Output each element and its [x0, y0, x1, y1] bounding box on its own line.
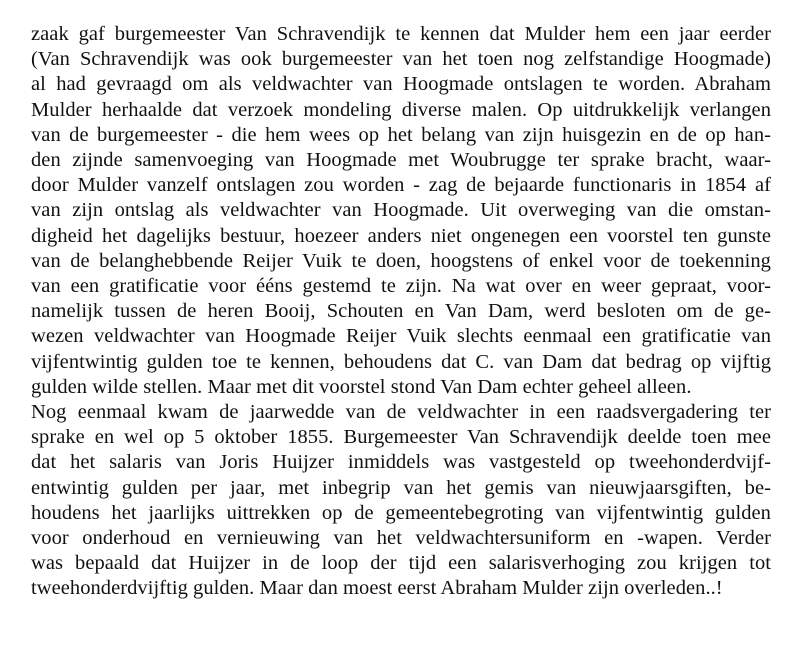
text-line: den zijnde samenvoeging van Hoogmade met Woubrugge ter sprake bracht, waar-: [31, 149, 771, 172]
text-line: entwintig gulden per jaar, met inbegrip van het gemis van nieuwjaarsgiften, be-: [31, 476, 771, 499]
text-line: van de belanghebbende Reijer Vuik te doen, hoogstens of enkel voor de toekenning: [31, 249, 771, 272]
text-line: zaak gaf burgemeester Van Schravendijk te kennen dat Mulder hem een jaar eerder: [31, 23, 771, 45]
text-line: van een gratificatie voor ééns gestemd te zijn. Na wat over en weer gepraat, voor-: [31, 275, 771, 298]
body-text: [31, 22, 771, 602]
text-line: tweehonderdvijftig gulden. Maar dan moest eerst Abraham Mulder zijn overleden..!: [31, 577, 723, 600]
text-line: wezen veldwachter van Hoogmade Reijer Vuik slechts eenmaal een gratificatie van: [31, 325, 771, 348]
text-line: gulden wilde stellen. Maar met dit voorstel stond Van Dam echter geheel alleen.: [31, 375, 692, 398]
text-line: al had gevraagd om als veldwachter van Hoogmade ontslagen te worden. Abraham: [31, 73, 771, 96]
text-line: voor onderhoud en vernieuwing van het veldwachtersuniform en -wapen. Verder: [31, 527, 771, 550]
text-line: van zijn ontslag als veldwachter van Hoogmade. Uit overweging van die omstan-: [31, 199, 771, 222]
text-line: Mulder herhaalde dat verzoek mondeling diverse malen. Op uitdrukkelijk verlangen: [31, 98, 771, 121]
text-line: Nog eenmaal kwam de jaarwedde van de veldwachter in een raadsvergadering ter: [31, 401, 771, 424]
text-line: was bepaald dat Huijzer in de loop der tijd een salarisverhoging zou krijgen tot: [31, 552, 771, 575]
text-line: van de burgemeester - die hem wees op het belang van zijn huisgezin en de op han-: [31, 123, 771, 146]
text-line: houdens het jaarlijks uittrekken op de gemeentebegroting van vijfentwintig gulden: [31, 501, 771, 524]
text-line: namelijk tussen de heren Booij, Schouten en Van Dam, werd besloten om de ge-: [31, 300, 771, 323]
text-line: dat het salaris van Joris Huijzer inmiddels was vastgesteld op tweehonderdvijf-: [31, 451, 771, 474]
text-line: vijfentwintig gulden toe te kennen, behoudens dat C. van Dam dat bedrag op vijftig: [31, 350, 771, 373]
text-line: (Van Schravendijk was ook burgemeester van het toen nog zelfstandige Hoogmade): [31, 48, 771, 71]
text-line: door Mulder vanzelf ontslagen zou worden - zag de bejaarde functionaris in 1854 af: [31, 174, 771, 197]
text-line: digheid het dagelijks bestuur, hoezeer anders niet ongenegen een voorstel ten gunste: [31, 224, 771, 247]
text-line: sprake en wel op 5 oktober 1855. Burgemeester Van Schravendijk deelde toen mee: [31, 426, 771, 449]
